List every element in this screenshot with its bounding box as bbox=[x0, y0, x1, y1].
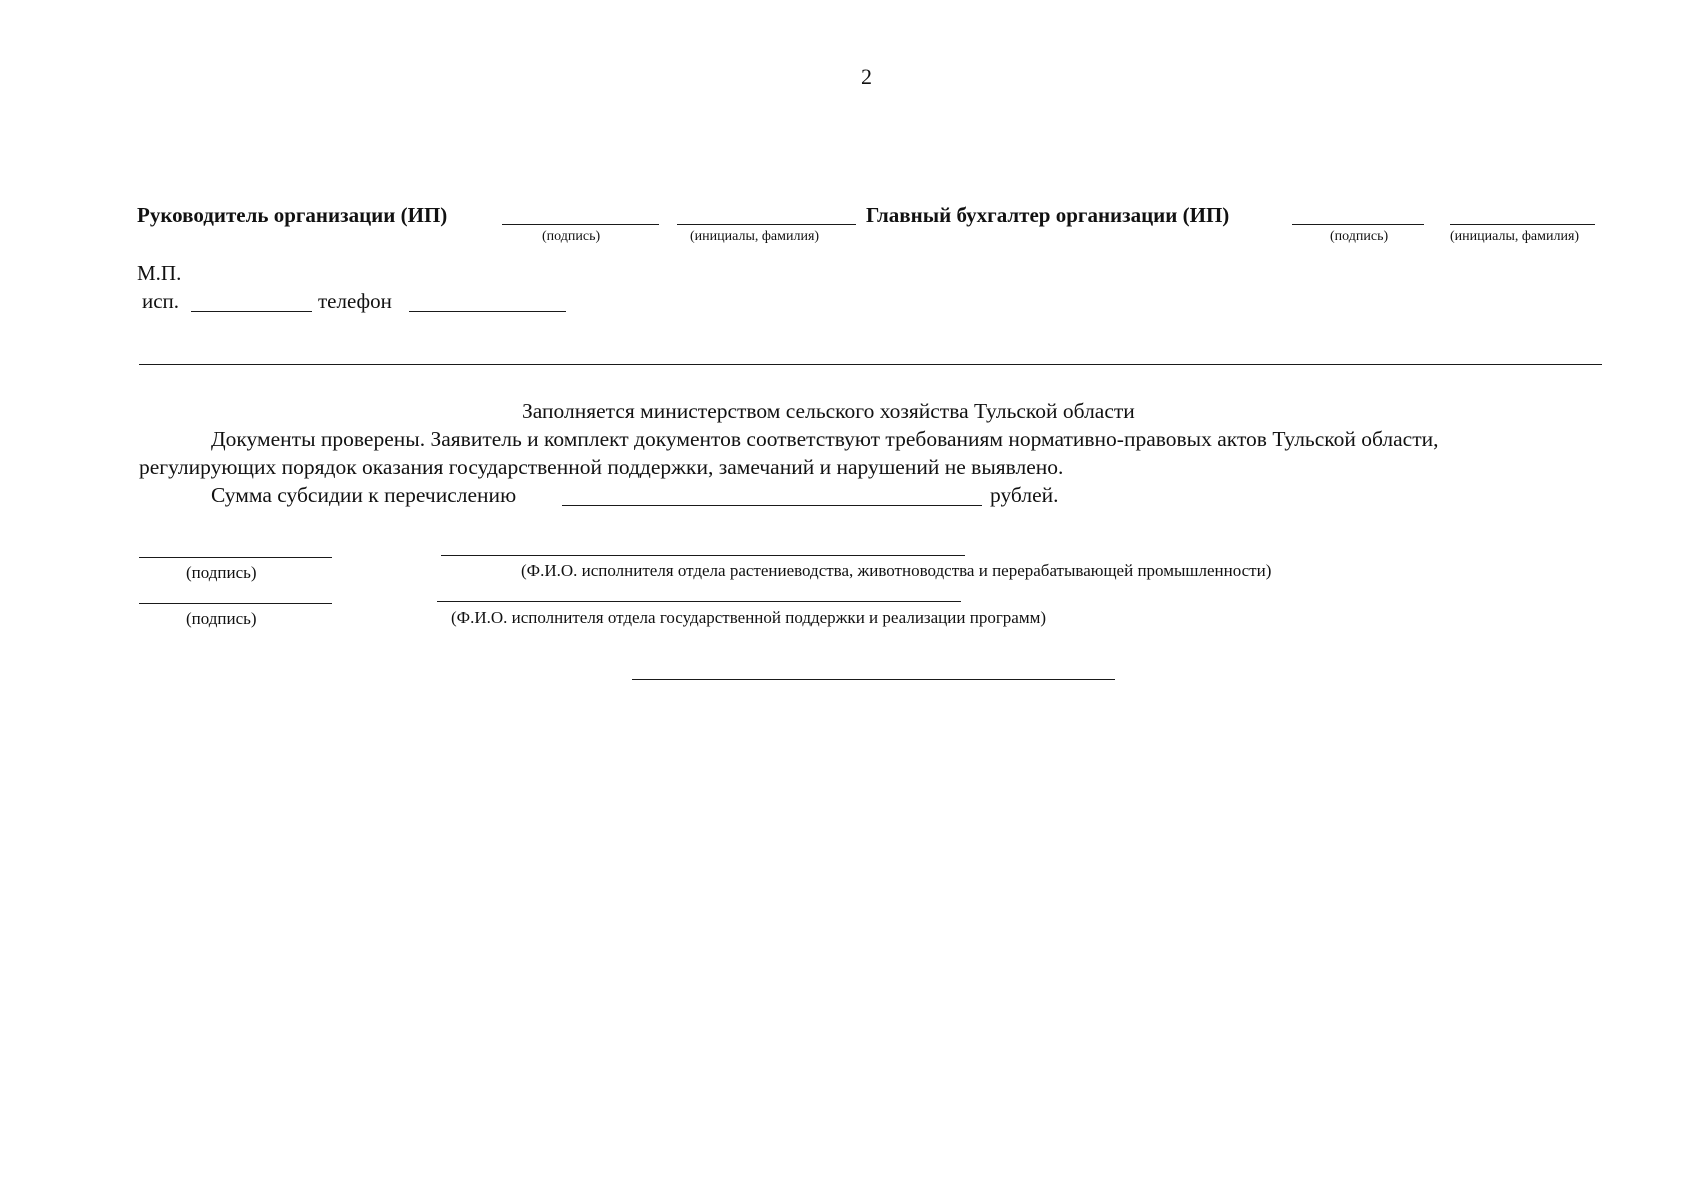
subsidy-amount-label: Сумма субсидии к перечислению bbox=[211, 483, 517, 507]
executor2-signature-line[interactable] bbox=[139, 603, 332, 604]
executor-line[interactable] bbox=[191, 311, 312, 312]
executor-label: исп. bbox=[142, 289, 180, 313]
stamp-place-label: М.П. bbox=[137, 261, 182, 285]
chief-accountant-label: Главный бухгалтер организации (ИП) bbox=[866, 203, 1230, 227]
head-signature-line[interactable] bbox=[502, 224, 659, 225]
subsidy-amount-line[interactable] bbox=[562, 505, 982, 506]
accountant-signature-line[interactable] bbox=[1292, 224, 1424, 225]
head-of-organization-label: Руководитель организации (ИП) bbox=[137, 203, 448, 227]
executor2-signature-caption: (подпись) bbox=[186, 609, 257, 628]
executor1-signature-caption: (подпись) bbox=[186, 563, 257, 582]
phone-line[interactable] bbox=[409, 311, 566, 312]
verification-paragraph-line1: Документы проверены. Заявитель и комплект документов соответствуют требованиям нормативно-правовых актов Тульской области, bbox=[211, 427, 1439, 451]
accountant-initials-line[interactable] bbox=[1450, 224, 1595, 225]
currency-label: рублей. bbox=[990, 483, 1059, 507]
section-divider bbox=[139, 364, 1602, 365]
executor1-name-caption: (Ф.И.О. исполнителя отдела растениеводства, животноводства и перерабатывающей промышленности) bbox=[521, 561, 1272, 580]
executor2-name-caption: (Ф.И.О. исполнителя отдела государственной поддержки и реализации программ) bbox=[451, 608, 1047, 627]
accountant-initials-caption: (инициалы, фамилия) bbox=[1450, 229, 1580, 244]
head-initials-caption: (инициалы, фамилия) bbox=[690, 229, 820, 244]
ministry-section-heading: Заполняется министерством сельского хозяйства Тульской области bbox=[522, 399, 1135, 423]
page-number: 2 bbox=[861, 64, 872, 89]
phone-label: телефон bbox=[318, 289, 392, 313]
closing-rule bbox=[632, 679, 1115, 680]
executor1-name-line[interactable] bbox=[441, 555, 965, 556]
verification-paragraph-line2: регулирующих порядок оказания государственной поддержки, замечаний и нарушений не выявлено. bbox=[139, 455, 1064, 479]
executor2-name-line[interactable] bbox=[437, 601, 961, 602]
executor1-signature-line[interactable] bbox=[139, 557, 332, 558]
accountant-signature-caption: (подпись) bbox=[1330, 229, 1389, 244]
head-signature-caption: (подпись) bbox=[542, 229, 601, 244]
head-initials-line[interactable] bbox=[677, 224, 856, 225]
